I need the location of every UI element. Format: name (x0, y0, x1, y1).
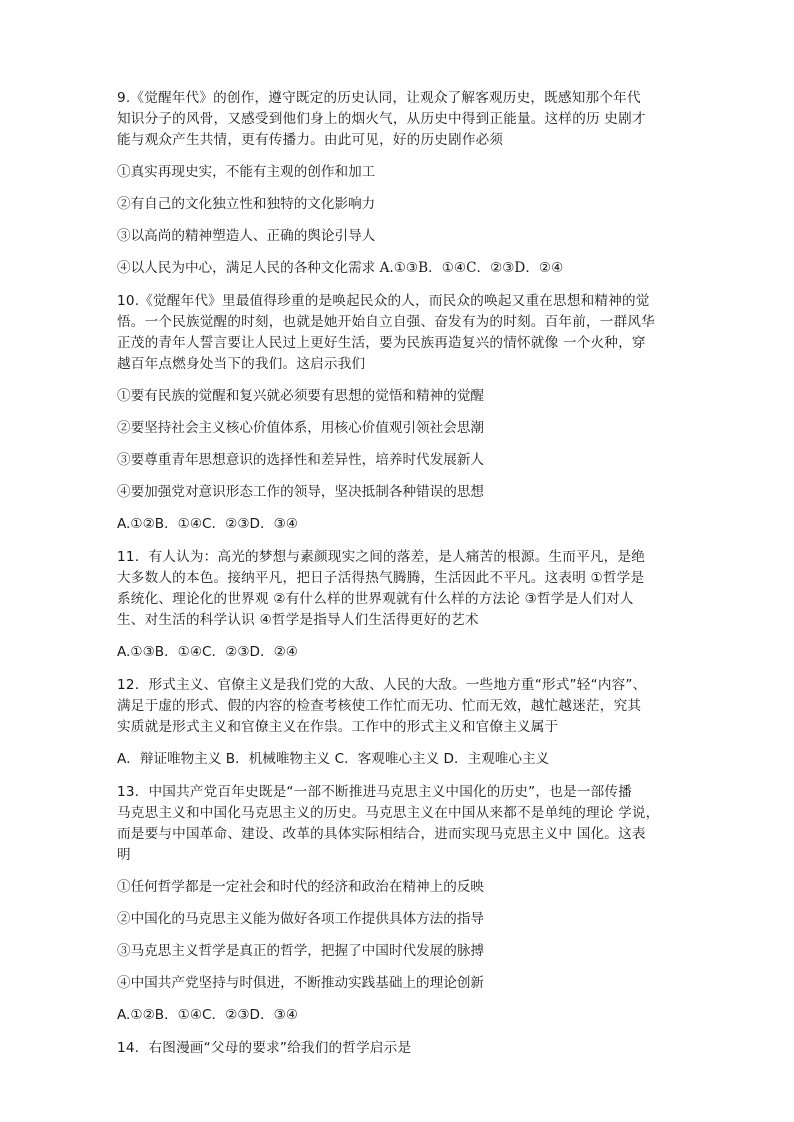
question-12-stem: 12．形式主义、官僚主义是我们党的大敌、人民的大敌。一些地方重“形式”轻“内容”、 满足于虚的形式、假的内容的检查考核使工作忙而无功、忙而无效，越忙越迷茫，究其 实质就是形式主义和官僚主义在作祟。工作中的形式主义和官僚主义属于 (117, 677, 647, 735)
question-10-option-3: ③要尊重青年思想意识的选择性和差异性，培养时代发展新人 (117, 452, 485, 468)
question-9-option-2: ②有自己的文化独立性和独特的文化影响力 (117, 196, 376, 212)
question-10-choices: A.①②B．①④C．②③D．③④ (117, 516, 298, 532)
question-10-option-2: ②要坚持社会主义核心价值体系，用核心价值观引领社会思潮 (117, 420, 485, 436)
question-13-option-4: ④中国共产党坚持与时俱进，不断推动实践基础上的理论创新 (117, 975, 485, 991)
question-9-option-4-choices: ④以人民为中心，满足人民的各种文化需求 A.①③B．①④C．②③D．②④ (117, 260, 564, 276)
question-10-option-1: ①要有民族的觉醒和复兴就必须要有思想的觉悟和精神的觉醒 (117, 388, 485, 404)
question-9-stem: 9.《觉醒年代》的创作，遵守既定的历史认同，让观众了解客观历史，既感知那个年代 知识分子的风骨，又感受到他们身上的烟火气，从历史中得到正能量。这样的历 史剧才 能与观众产生共情，更有传播力。由此可见，好的历史剧作必须 (117, 90, 646, 148)
question-11-stem: 11．有人认为：高光的梦想与素颜现实之间的落差，是人痛苦的根源。生而平凡，是绝 大多数人的本色。接纳平凡，把日子活得热气腾腾，生活因此不平凡。这表明 ①哲学是 系统化、理论化的世界观 ②有什么样的世界观就有什么样的方法论 ③哲学是人们对人 生、对生活的科学认识 ④哲学是指导人们生活得更好的艺术 (117, 549, 646, 628)
question-13-option-1: ①任何哲学都是一定社会和时代的经济和政治在精神上的反映 (117, 879, 485, 895)
question-10-option-4: ④要加强党对意识形态工作的领导，坚决抵制各种错误的思想 (117, 484, 485, 500)
question-9-option-1: ①真实再现史实，不能有主观的创作和加工 (117, 164, 376, 180)
question-9-option-3: ③以高尚的精神塑造人、正确的舆论引导人 (117, 228, 376, 244)
question-11-choices: A.①③B．①④C．②③D．②④ (117, 644, 298, 660)
question-13-choices: A.①②B．①④C．②③D．③④ (117, 1007, 298, 1023)
question-14-stem: 14．右图漫画“父母的要求”给我们的哲学启示是 (117, 1040, 412, 1056)
question-12-choices: A．辩证唯物主义 B．机械唯物主义 C．客观唯心主义 D．主观唯心主义 (117, 751, 550, 767)
question-13-option-2: ②中国化的马克思主义能为做好各项工作提供具体方法的指导 (117, 911, 485, 927)
exam-page (117, 88, 687, 1059)
question-10-stem: 10.《觉醒年代》里最值得珍重的是唤起民众的人，而民众的唤起又重在思想和精神的觉 悟。一个民族觉醒的时刻，也就是她开始自立自强、奋发有为的时刻。百年前，一群风华 正茂的青年人誓言要让人民过上更好生活，要为民族再造复兴的情怀就像 一个火种，穿 越百年点燃身处当下的我们。这启示我们 (117, 293, 655, 372)
question-13-option-3: ③马克思主义哲学是真正的哲学，把握了中国时代发展的脉搏 (117, 943, 485, 959)
question-13-stem: 13．中国共产党百年史既是“一部不断推进马克思主义中国化的历史”，也是一部传播 马克思主义和中国化马克思主义的历史。马克思主义在中国从来都不是单纯的理论 学说， 而是要与中国革命、建设、改革的具体实际相结合，进而实现马克思主义中 国化。这表 明 (117, 784, 660, 863)
